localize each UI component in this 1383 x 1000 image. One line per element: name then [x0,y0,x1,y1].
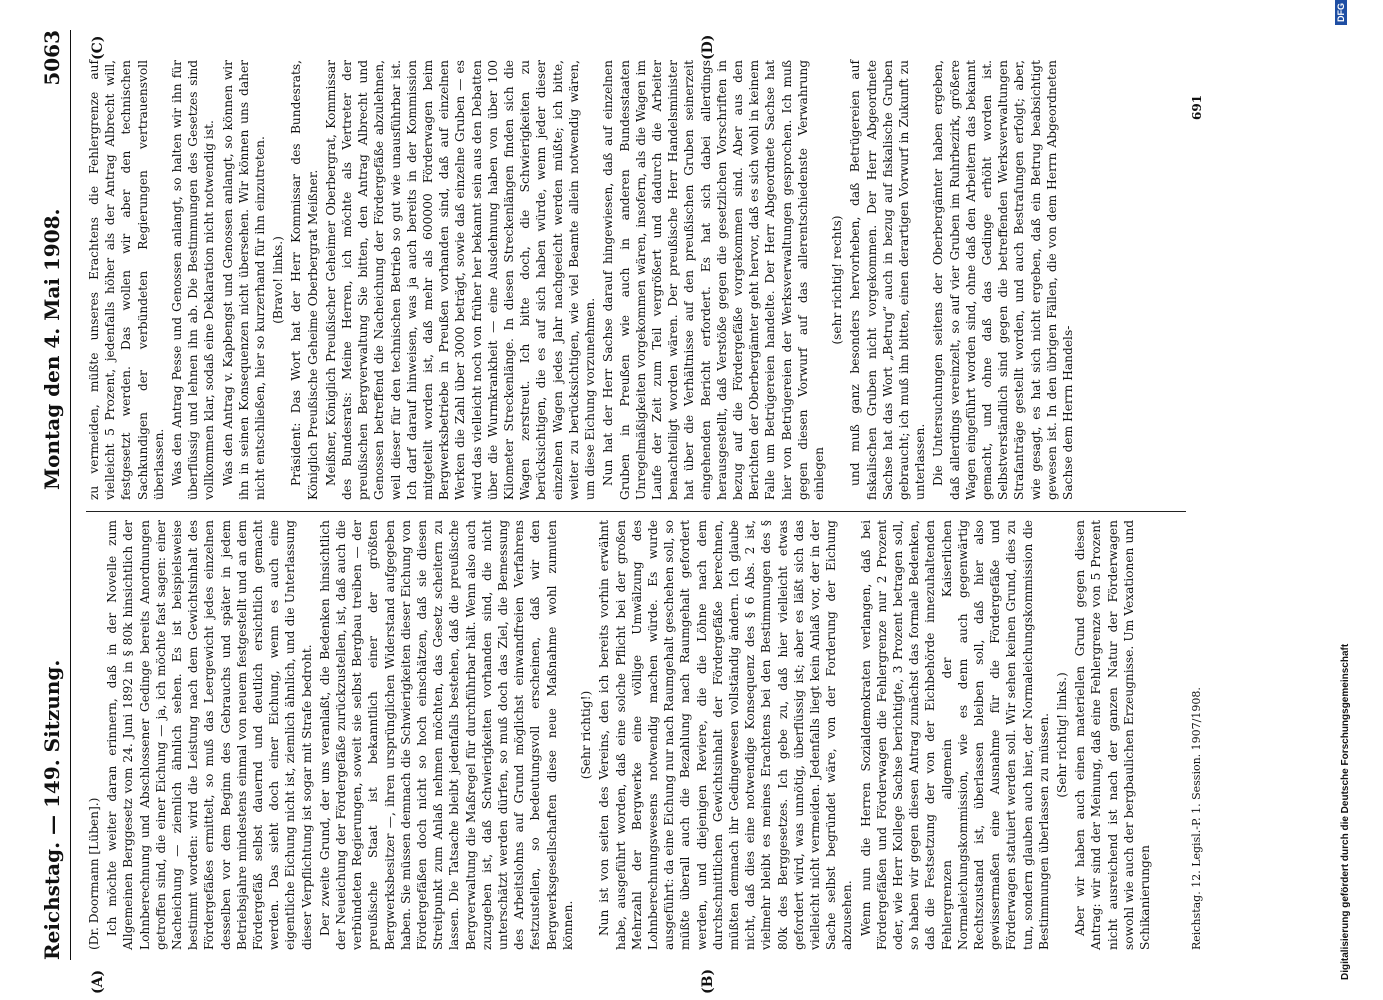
paragraph: Die Untersuchungen seitens der Oberbergämter haben ergeben, daß allerdings vereinzelt, so auf vier Gruben im Ruhrbezirk, größere Wagen eingeführt worden sind, ohne daß den Arbeitern das bekannt gemacht, und ohne daß das Gedinge erhöht worden ist. Selbstverständlich sind gegen die betreffenden Werksverwaltungen Strafanträge gestellt worden, und auch Bestrafungen erfolgt; aber, wie gesagt, es hat sich nicht ergeben, daß ein Betrug beabsichtigt gewesen ist. In den übrigen Fällen, die von dem Herrn Abgeordneten Sachse dem Herrn Handels- [931,60,1075,500]
header-page-number: 5063 [40,30,64,86]
paragraph: Der zweite Grund, der uns veranlaßt, die Bedenken hinsichtlich der Neueichung der Fördergefäße zurückzustellen, ist, daß auch die verbündeten Regierungen, soweit sie selbst Bergbau treiben — der preußische Staat ist bekanntlich einer der größten Bergwerksbesitzer —, ihren ursprünglichen Widerstand aufgegeben haben. Sie müssen demnach die Schwierigkeiten dieser Eichung von Fördergefäßen doch nicht so hoch einschätzen, daß sie diesen Streitpunkt zum Anlaß nehmen möchten, das Gesetz scheitern zu lassen. Die Tatsache bleibt jedenfalls bestehen, daß die preußische Bergverwaltung die Maßregel für durchführbar hält. Wenn also auch zuzugeben ist, daß Schwierigkeiten vorhanden sind, die nicht unterschätzt werden dürfen, so muß doch das Ziel, die Bemessung des Arbeitslohns auf Grund möglichst einwandfreien Verfahrens festzustellen, so bedeutungsvoll erscheinen, daß wir den Bergwerksgesellschaften diese neue Maßnahme wohl zumuten können. [317,520,575,950]
paragraph: Wenn nun die Herren Sozialdemokraten verlangen, daß bei Fördergefäßen und Förderwagen die Fehlergrenze nur 2 Prozent oder, wie Herr Kollege Sachse berichtigte, 3 Prozent betragen soll, so haben wir gegen diesen Antrag zunächst das formale Bedenken, daß die Festsetzung der von der Eichbehörde innezuhaltenden Fehlergrenzen allgemein der Kaiserlichen Normaleichungskommission, wie es denn auch gegenwärtig Rechtszustand ist, überlassen bleiben soll, daß hier also gewissermaßen eine Ausnahme für die Fördergefäße und Förderwagen statuiert werden soll. Wir sehen keinen Grund, dies zu tun, sondern glauben auch hier, der Normaleichungskommission die Bestimmungen überlassen zu müssen. [858,520,1051,950]
interjection: (Sehr richtig! links.) [1054,672,1069,798]
paragraph: zu vermeiden, müßte unseres Erachtens die Fehlergrenze auf vielleicht 5 Prozent, jedenfalls höher als der Antrag Albrecht will, festgesetzt werden. Das wollen wir aber den technischen Sachkundigen der verbündeten Regierungen vertrauensvoll überlassen. [87,60,166,500]
column-left [86,520,1186,950]
speaker-tag: (Dr. Doormann [Lüben].) [87,797,101,950]
interjection: (Bravo! links.) [271,236,286,324]
header-session: Reichstag. — 149. Sitzung. [40,659,64,960]
dfg-logo: DFG [1335,0,1347,25]
paragraph: Was den Antrag Pesse und Genossen anlangt, so halten wir ihn für überflüssig und lehnen ihn ab. Die Bestimmungen des Gesetzes sind vollkommen klar, sodaß eine Deklaration nicht notwendig ist. [170,60,217,500]
paragraph: Meißner, Königlich Preußischer Geheimer Oberbergrat, Kommissar des Bundesrats: Meine Herren, ich möchte als Vertreter der preußischen Bergverwaltung Sie bitten, den Antrag Albrecht und Genossen betreffend die Nacheichung der Fördergefäße abzulehnen, weil dieser für den technischen Betrieb so gut wie unausführbar ist. Ich darf darauf hinweisen, was ja auch bereits in der Kommission mitgeteilt worden ist, daß mehr als 600000 Förderwagen beim Bergwerksbetriebe in Preußen vorhanden sind, daß auf einzelnen Werken die Zahl über 3000 beträgt, sowie daß einzelne Gruben — es wird das vielleicht noch von früher her bekannt sein aus den Debatten über die Wurmkrankheit — eine Ausdehnung haben von über 100 Kilometer Streckenlänge. In diesen Streckenlängen finden sich die Wagen zerstreut. Ich bitte doch, die Schwierigkeiten zu berücksichtigen, die es auf sich haben würde, wenn jeder dieser einzelnen Wagen jedes Jahr nachgeeicht werden müßte; ich bitte, weiter zu berücksichtigen, wie viel Beamte allein notwendig wären, um diese Eichung vorzunehmen. [323,60,598,500]
margin-marker-b: (B) [700,968,716,994]
page-header [40,30,68,960]
column-divider [86,511,1186,512]
margin-marker-a: (A) [90,969,106,994]
header-date: Montag den 4. Mai 1908. [40,208,64,490]
paragraph: Aber wir haben auch einen materiellen Grund gegen diesen Antrag: wir sind der Meinung, daß eine Fehlergrenze von 5 Prozent nicht ausreichend ist nach der ganzen Natur der Förderwagen sowohl wie auch der bergbaulichen Erzeugnisse. Um Vexationen und Schikanierungen [1073,520,1152,950]
paragraph: Ich möchte weiter daran erinnern, daß in der Novelle zum Allgemeinen Berggesetz vom 24. Juni 1892 in § 80k hinsichtlich der Lohnberechnung und Abschlossener Gedinge bereits Anordnungen getroffen sind, die einer Eichung — ja, ich möchte fast sagen: einer Nacheichung — ziemlich ähnlich sehen. Es ist beispielsweise bestimmt worden: wird die Leistung nach dem Gewichtsinhalt des Fördergefäßes ermittelt, so muß das Leergewicht jedes einzelnen desselben vor dem Beginn des Gebrauchs und später in jedem Betriebsjahre mindestens einmal von neuem festgestellt und an dem Fördergefäß selbst dauernd und deutlich ersichtlich gemacht werden. Das sieht doch einer Eichung, wenn es auch eine eigentliche Eichung nicht ist, ziemlich ähnlich, und die Unterlassung dieser Verpflichtung ist sogar mit Strafe bedroht. [105,520,314,950]
digitization-credit: Digitalisierung gefördert durch die Deutsche Forschungsgemeinschaft [1340,643,1351,980]
footer-page-code: 691 [1190,94,1204,120]
president-statement: Präsident: Das Wort hat der Herr Kommissar des Bundesrats, Königlich Preußische Geheime Oberbergrat Meißner. [289,60,320,500]
paragraph: Was den Antrag v. Kapbengst und Genossen anlangt, so können wir ihn in seinen Konsequenzen nicht übersehen. Wir können uns daher nicht entschließen, hier so kurzerhand für ihn einzutreten. [220,60,268,500]
interjection: (sehr richtig! rechts) [830,215,845,345]
column-right [86,60,1266,500]
margin-marker-c: (C) [90,35,106,60]
interjection: (Sehr richtig!) [579,690,594,780]
margin-marker-d: (D) [700,34,716,60]
paragraph: Nun ist von seiten des Vereins, den ich bereits vorhin erwähnt habe, ausgeführt worden, daß eine solche Pflicht bei der großen Mehrzahl der Bergwerke eine völlige Umwälzung des Lohnberechnungswesens notwendig machen würde. Es wurde ausgeführt: da eine Eichung nur nach Raumgehalt geschehen soll, so müßte überall auch die Bezahlung nach Raumgehalt gefordert werden, und diejenigen Reviere, die die Löhne nach dem durchschnittlichen Gewichtsinhalt der Fördergefäße berechnen, müßten demnach ihr Gedingewesen vollständig ändern. Ich glaube nicht, daß dies eine notwendige Konsequenz des § 6 Abs. 2 ist, vielmehr bleibt es meines Erachtens bei den Bestimmungen des § 80k des Berggesetzes. Ich gebe zu, daß hier vielleicht etwas gefordert wird, was unnötig, überflüssig ist; aber es läßt sich das vielleicht nicht vermeiden. Jedenfalls liegt kein Anlaß vor, der in der Sache selbst begründet wäre, von der Forderung der Eichung abzusehen. [597,520,855,950]
paragraph: Nun hat der Herr Sachse darauf hingewiesen, daß auf einzelnen Gruben in Preußen wie auch in anderen Bundesstaaten Unregelmäßigkeiten vorgekommen wären, insofern, als die Wagen im Laufe der Zeit zum Teil vergrößert und dadurch die Arbeiter benachteiligt worden wären. Der preußische Herr Handelsminister hat über die Verhältnisse auf den preußischen Gruben seinerzeit eingehenden Bericht erfordert. Es hat sich dabei allerdings herausgestellt, daß Verstöße gegen die gesetzlichen Vorschriften in bezug auf die Fördergefäße vorgekommen sind. Aber aus den Berichten der Oberbergämter geht hervor, daß es sich wohl in keinem Falle um Betrügereien handelte. Der Herr Abgeordnete Sachse hat hier von Betrügereien der Werksverwaltungen gesprochen. Ich muß gegen diesen Vorwurf auf das allerentschiedenste Verwahrung einlegen [601,60,826,500]
page-footer: Reichstag. 12. Legisl.-P. 1. Session. 1907/1908. [1190,687,1203,950]
paragraph: und muß ganz besonders hervorheben, daß Betrügereien auf fiskalischen Gruben nicht vorgekommen. Der Herr Abgeordnete Sachse hat das Wort „Betrug“ auch in bezug auf fiskalische Gruben gebraucht; ich muß ihn bitten, einen derartigen Vorwurf in Zukunft zu unterlassen. [848,60,928,500]
header-rule [70,30,71,960]
